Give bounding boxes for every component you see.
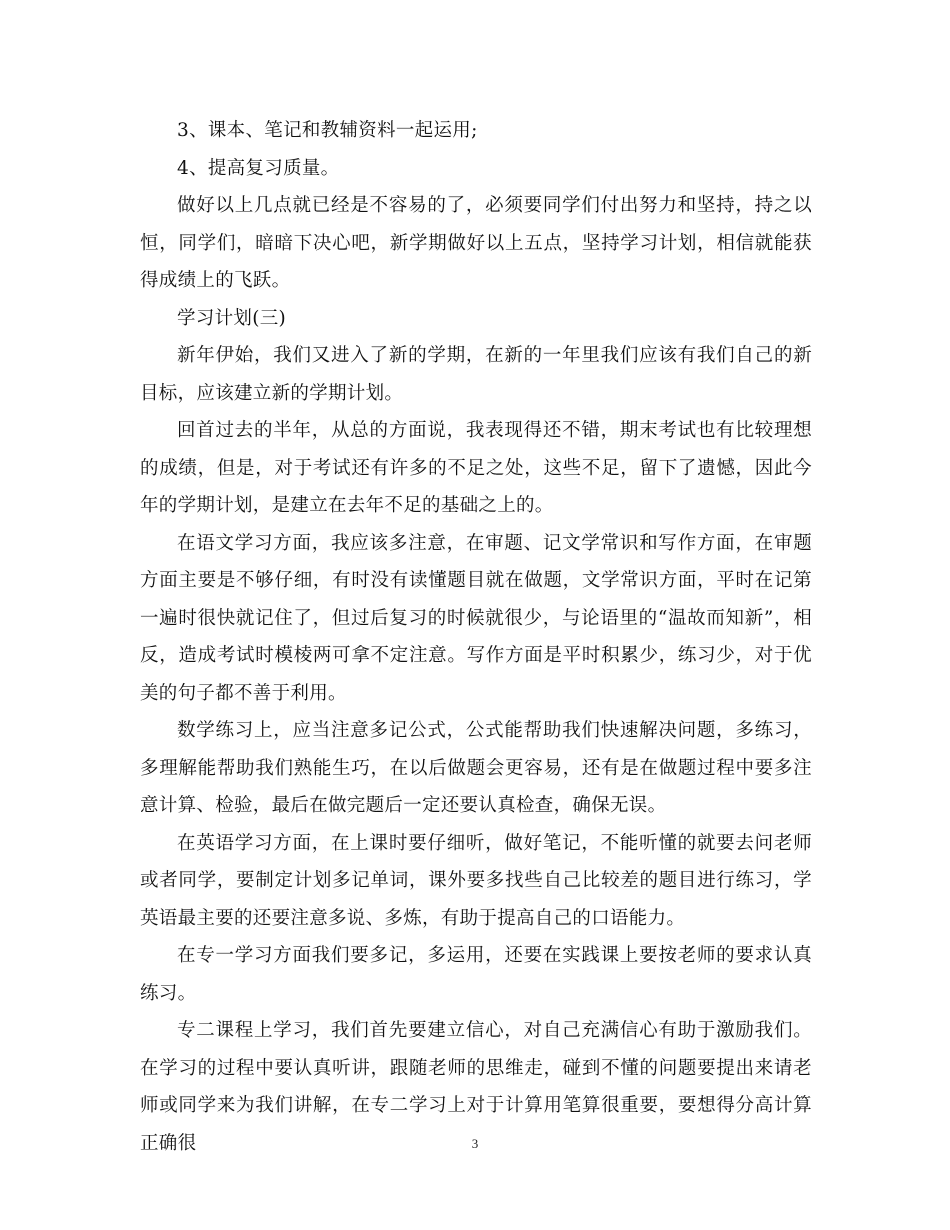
paragraph-major-two: 专二课程上学习，我们首先要建立信心，对自己充满信心有助于激励我们。在学习的过程中要认真听讲，跟随老师的思维走，碰到不懂的问题要提出来请老师或同学来为我们讲解，在专二学习上对于计算用笔算很重要，要想得分高计算正确很 bbox=[140, 1020, 812, 1154]
paragraph-item-4: 4、提高复习质量。 bbox=[177, 157, 340, 179]
paragraph-major-one: 在专一学习方面我们要多记，多运用，还要在实践课上要按老师的要求认真练习。 bbox=[140, 945, 812, 1004]
section-heading: 学习计划(三) bbox=[177, 307, 287, 329]
paragraph-chinese: 在语文学习方面，我应该多注意，在审题、记文学常识和写作方面，在审题方面主要是不够仔细，有时没有读懂题目就在做题，文学常识方面，平时在记第一遍时很快就记住了，但过后复习的时候就很少，与论语里的“温故而知新”，相反，造成考试时模棱两可拿不定注意。写作方面是平时积累少，练习少，对于优美的句子都不善于利用。 bbox=[140, 532, 812, 704]
paragraph-intro: 新年伊始，我们又进入了新的学期，在新的一年里我们应该有我们自己的新目标，应该建立新的学期计划。 bbox=[140, 345, 812, 404]
paragraph-item-3: 3、课本、笔记和教辅资料一起运用; bbox=[177, 120, 478, 141]
paragraph-english: 在英语学习方面，在上课时要仔细听，做好笔记，不能听懂的就要去问老师或者同学，要制定计划多记单词，课外要多找些自己比较差的题目进行练习，学英语最主要的还要注意多说、多炼，有助于提高自己的口语能力。 bbox=[140, 832, 812, 929]
document-body bbox=[140, 112, 812, 1162]
page-number: 3 bbox=[471, 1136, 479, 1151]
paragraph-review: 回首过去的半年，从总的方面说，我表现得还不错，期末考试也有比较理想的成绩，但是，对于考试还有许多的不足之处，这些不足，留下了遗憾，因此今年的学期计划，是建立在去年不足的基础之上的。 bbox=[140, 420, 812, 516]
paragraph-math: 数学练习上，应当注意多记公式，公式能帮助我们快速解决问题，多练习，多理解能帮助我们熟能生巧，在以后做题会更容易，还有是在做题过程中要多注意计算、检验，最后在做完题后一定还要认真检查，确保无误。 bbox=[140, 720, 812, 816]
paragraph-summary: 做好以上几点就已经是不容易的了，必须要同学们付出努力和坚持，持之以恒，同学们，暗暗下决心吧，新学期做好以上五点，坚持学习计划，相信就能获得成绩上的飞跃。 bbox=[140, 195, 812, 291]
